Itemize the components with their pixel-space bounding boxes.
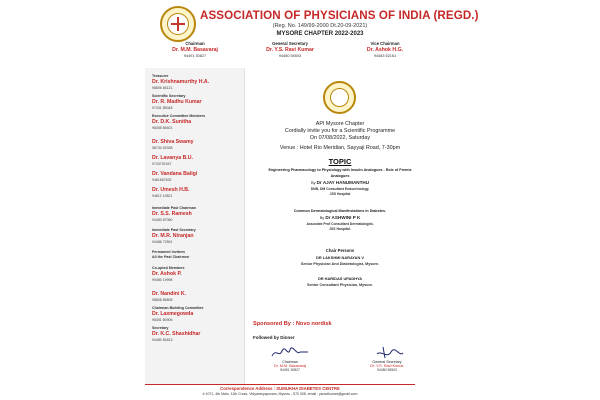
committee-member <box>152 138 244 150</box>
officer-general-secretary <box>245 41 335 58</box>
api-logo-icon <box>160 6 196 42</box>
member-name: Dr. Laxmegowda <box>152 311 194 317</box>
footer-address: # 1071, 4th Main, 11th Cross, Vidyaranyapuram, Mysuru - 570 008. email : ysravikumar@gmail.com <box>202 392 358 396</box>
committee-member <box>152 206 244 222</box>
signature-phone: 94491 30827 <box>280 368 300 372</box>
member-name: Dr. S.S. Ramesh <box>152 211 192 217</box>
officer-role: Vice Chairman <box>370 41 400 46</box>
chairperson-1-desc: Senior Physician And Diabetologist, Mysore. <box>300 262 380 266</box>
member-name: Dr. D.K. Sunitha <box>152 119 192 125</box>
member-name: Dr. Krishnamurthy H.A. <box>152 79 210 85</box>
talk-1-title: Engineering Pharmacology to Physiology with Insulin Analogues - Role of Premix <box>268 168 412 172</box>
talk-1-title-cont: Analogues <box>330 174 350 178</box>
committee-member <box>152 228 244 244</box>
officers-row <box>150 41 430 63</box>
committee-member <box>152 290 244 302</box>
member-role: Treasurer <box>152 74 169 78</box>
committee-member <box>152 170 244 182</box>
talk-1-speaker <box>255 180 425 185</box>
officer-chairman <box>150 41 240 58</box>
footer-address-title: Correspondence Address : SUMUKHA DIABETES CENTRE <box>220 386 340 391</box>
committee-member <box>152 74 244 90</box>
chairpersons-heading: Chair Persons <box>325 248 355 253</box>
signature-chairman <box>265 346 315 380</box>
invite-line-1: API Mysore Chapter <box>315 121 365 127</box>
chapter-label: MYSORE CHAPTER 2022-2023 <box>276 31 364 37</box>
member-name: Dr. Lavanya B.U. <box>152 155 193 161</box>
invite-line-2: Cordially invite you for a Scientific Programme <box>284 128 396 134</box>
chairperson-1-name: DR LAKSHMI NARAYAN V <box>316 255 364 260</box>
officer-phone: 94480 55503 <box>278 54 302 58</box>
officer-vice-chairman <box>340 41 430 58</box>
signature-role: Chairman <box>282 360 298 364</box>
officer-role: General Secretary <box>272 41 308 46</box>
member-phone: 98734 92338 <box>152 146 173 150</box>
committee-member <box>152 306 244 322</box>
member-role: Executive Committee Members <box>152 114 206 118</box>
committee-member <box>152 94 244 110</box>
footer-divider <box>145 384 415 385</box>
member-role: Permanent Invitees <box>152 250 185 254</box>
speaker-name: Dr ASHWINI P K <box>325 215 361 220</box>
registration-number: (Reg. No. 149/99-2000 Dt.20-09-2021) <box>272 23 368 29</box>
officer-phone: 94491 30827 <box>183 54 207 58</box>
member-role: Scientific Secretary <box>152 94 186 98</box>
member-name: Dr. Ashok P. <box>152 271 182 277</box>
venue-line: Venue : Hotel Rio Meridian, Sayyaji Road, 7-30pm <box>279 145 401 151</box>
member-phone: 94812 10821 <box>152 194 173 198</box>
member-role: Co-opted Members <box>152 266 185 270</box>
member-name: Dr. Shiva Swamy <box>152 139 194 145</box>
signature-general-secretary <box>362 346 412 380</box>
member-phone: 98806 65121 <box>152 86 173 90</box>
member-role: Immediate Past Secretary <box>152 228 196 232</box>
member-phone: 98455 85401 <box>152 126 173 130</box>
officer-name: Dr. M.M. Basavaraj <box>172 47 218 53</box>
talk-2-speaker <box>255 215 425 220</box>
officer-role: Chairman <box>185 41 205 46</box>
talk-1-hospital: JSS Hospital <box>329 192 351 196</box>
committee-member <box>152 250 244 259</box>
member-role: Secretary <box>152 326 169 330</box>
member-name: Dr. K.C. Shashidhar <box>152 331 201 337</box>
chairperson-2-desc: Senior Consultant Physician, Mysore. <box>307 283 373 287</box>
signature-name: Dr. Y.S. Ravi Kumar <box>370 364 404 368</box>
member-name: Dr. Nandini K. <box>152 291 187 297</box>
invite-date: On 07/08/2022, Saturday <box>309 135 371 141</box>
member-name: Dr. Umesh H.B. <box>152 187 190 193</box>
member-note: All the Past Chairmen <box>152 255 190 259</box>
officer-name: Dr. Y.S. Ravi Kumar <box>266 47 314 53</box>
officer-phone: 94483 52161 <box>373 54 397 58</box>
member-phone: 99480 19998 <box>152 278 173 282</box>
chairperson-2-name: DR HARIDAS UPADHYA <box>317 276 363 281</box>
member-phone: 98451 80906 <box>152 318 173 322</box>
member-phone: 94486 72591 <box>152 240 173 244</box>
signature-icon <box>367 346 407 360</box>
signature-name: Dr. M.M. Basavaraj <box>273 364 307 368</box>
signature-phone: 94480 55503 <box>377 368 397 372</box>
talk-2-hospital: JSS Hospital. <box>329 227 351 231</box>
committee-member <box>152 186 244 198</box>
member-phone: 9743791547 <box>152 162 172 166</box>
member-phone: 98808 85808 <box>152 298 173 302</box>
committee-member <box>152 266 244 282</box>
committee-sidebar <box>145 68 245 384</box>
member-name: Dr. Vandana Baligi <box>152 171 198 177</box>
dinner-note: Followed by Dinner <box>253 335 295 340</box>
talk-2-title: Common Dermatological Manifestations in Diabetes. <box>293 209 387 213</box>
signature-role: General Secretary <box>372 360 402 364</box>
member-role: Immediate Past Chairman <box>152 206 196 210</box>
org-title: ASSOCIATION OF PHYSICIANS OF INDIA (REGD.) <box>200 9 479 22</box>
api-chapter-logo-icon <box>323 81 356 114</box>
committee-member <box>152 326 244 342</box>
by-label: By <box>310 180 316 185</box>
member-phone: 94480 84813 <box>152 338 173 342</box>
speaker-name: Dr AJAY HANUMANTHU <box>316 180 370 185</box>
topic-heading: TOPIC <box>328 157 352 166</box>
member-phone: 9481667832 <box>152 178 172 182</box>
signature-icon <box>270 346 310 360</box>
committee-member <box>152 154 244 166</box>
committee-member <box>152 114 244 130</box>
sponsor-line: Sponsored By : Novo nordisk <box>253 321 332 327</box>
member-role: Chairman Building Committee <box>152 306 204 310</box>
by-label: By <box>319 215 325 220</box>
member-name: Dr. R. Madhu Kumar <box>152 99 202 105</box>
officer-name: Dr. Ashok H.G. <box>366 47 404 53</box>
talk-1-qualification: DNB, DM Consultant Endocrinology, <box>310 187 370 191</box>
member-name: Dr. M.R. Niranjan <box>152 233 194 239</box>
member-phone: 97431 85048 <box>152 106 173 110</box>
talk-2-qualification: Associate Prof Consultant Dermatologist, <box>306 222 374 226</box>
member-phone: 94483 87060 <box>152 218 173 222</box>
